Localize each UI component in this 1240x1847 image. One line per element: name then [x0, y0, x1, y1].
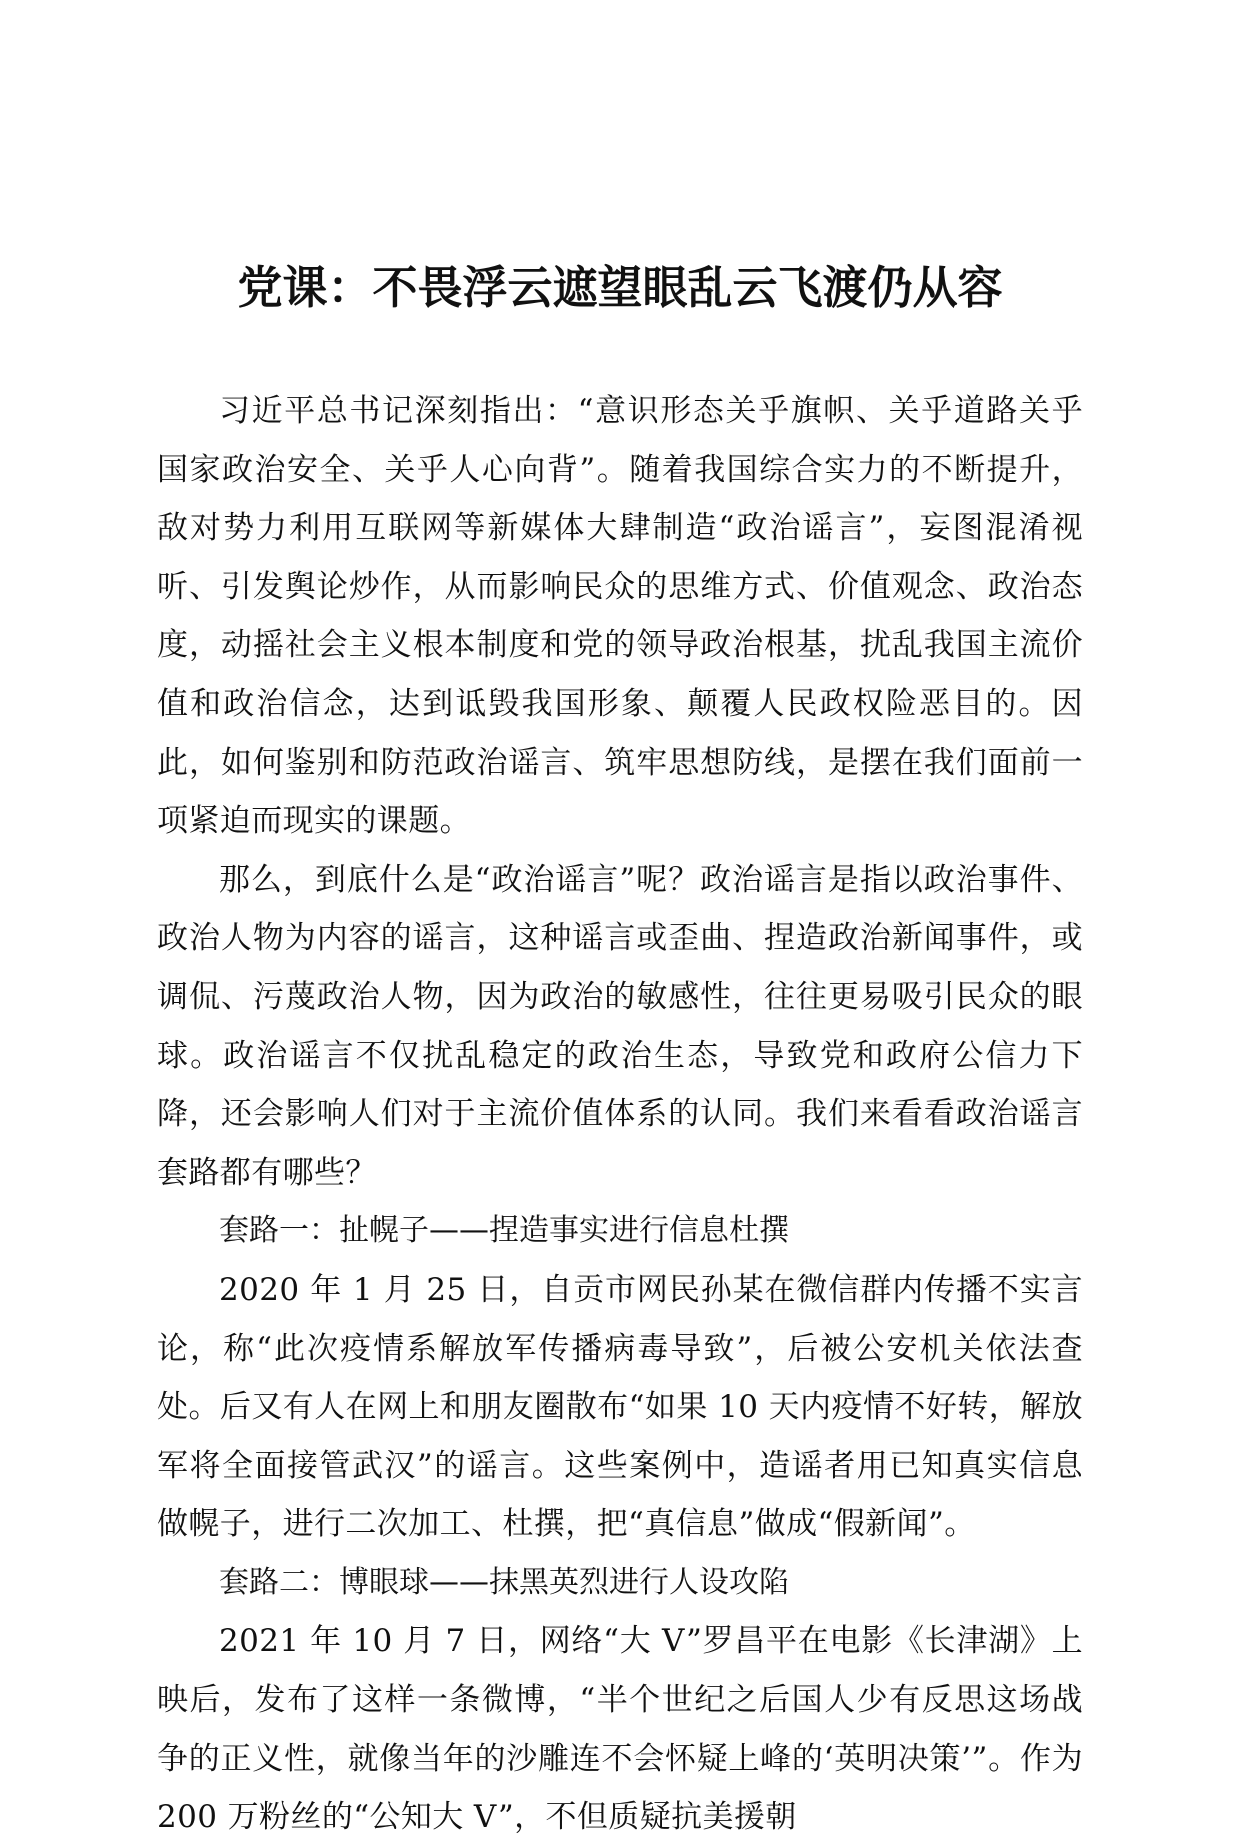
document-body [157, 382, 1083, 1847]
section-paragraph-1: 2020 年 1 月 25 日，自贡市网民孙某在微信群内传播不实言论，称“此次疫情系解放军传播病毒导致”，后被公安机关依法查处。后又有人在网上和朋友圈散布“如果 10 天内疫情不好转，解放军将全面接管武汉”的谣言。这些案例中，造谣者用已知真实信息做幌子，进行二次加工、杜撰，把“真信息”做成“假新闻”。 [157, 1271, 1083, 1543]
document-title: 党课：不畏浮云遮望眼乱云飞渡仍从容 [237, 261, 1003, 314]
paragraph-intro: 习近平总书记深刻指出：“意识形态关乎旗帜、关乎道路关乎国家政治安全、关乎人心向背”。随着我国综合实力的不断提升，敌对势力利用互联网等新媒体大肆制造“政治谣言”，妄图混淆视听、引发舆论炒作，从而影响民众的思维方式、价值观念、政治态度，动摇社会主义根本制度和党的领导政治根基，扰乱我国主流价值和政治信念，达到诋毁我国形象、颠覆人民政权险恶目的。因此，如何鉴别和防范政治谣言、筑牢思想防线，是摆在我们面前一项紧迫而现实的课题。 [157, 393, 1083, 840]
paragraph-definition: 那么，到底什么是“政治谣言”呢？政治谣言是指以政治事件、政治人物为内容的谣言，这种谣言或歪曲、捏造政治新闻事件，或调侃、污蔑政治人物，因为政治的敏感性，往往更易吸引民众的眼球。政治谣言不仅扰乱稳定的政治生态，导致党和政府公信力下降，还会影响人们对于主流价值体系的认同。我们来看看政治谣言套路都有哪些？ [157, 861, 1083, 1191]
section-heading-1: 套路一：扯幌子——捏造事实进行信息杜撰 [219, 1213, 789, 1249]
section-heading-2: 套路二：博眼球——抹黑英烈进行人设攻陷 [219, 1564, 789, 1600]
section-paragraph-2: 2021 年 10 月 7 日，网络“大 V”罗昌平在电影《长津湖》上映后，发布了这样一条微博，“半个世纪之后国人少有反思这场战争的正义性，就像当年的沙雕连不会怀疑上峰的‘英明决策’”。作为 200 万粉丝的“公知大 V”，不但质疑抗美援朝 [157, 1623, 1083, 1836]
